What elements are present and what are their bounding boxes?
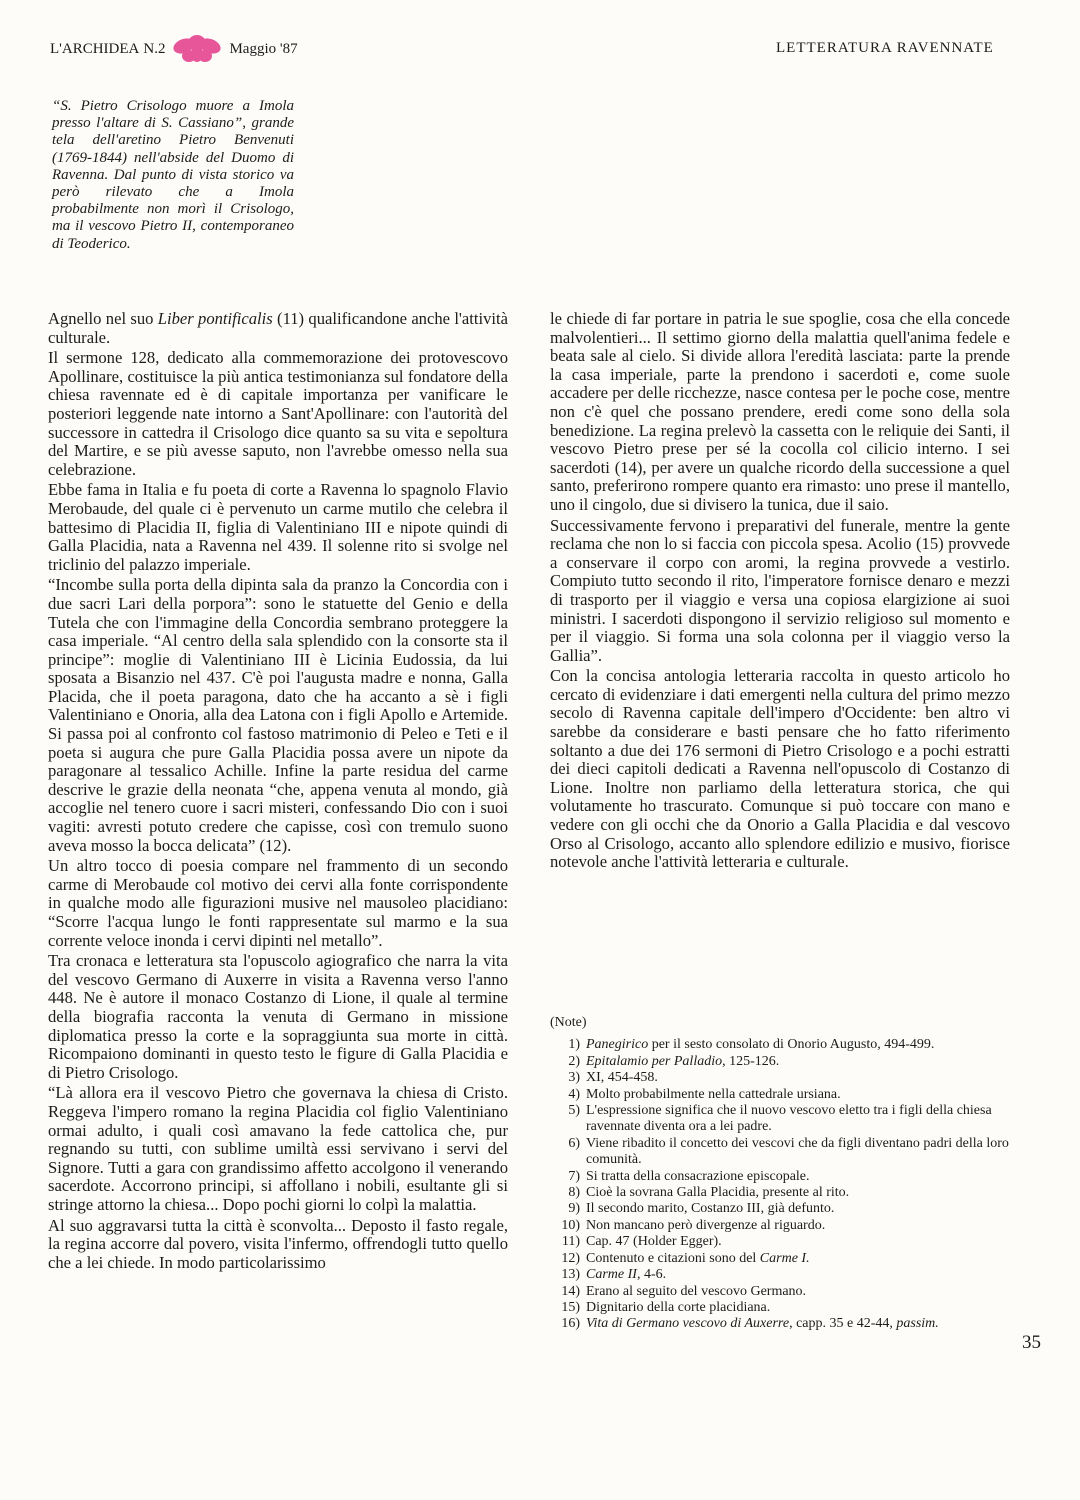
note-body: XI, 454-458.	[586, 1070, 658, 1086]
note-text	[586, 1087, 1020, 1103]
note-text	[586, 1103, 1020, 1136]
note-item	[550, 1136, 1020, 1169]
note-body: Contenuto e citazioni sono del	[586, 1250, 760, 1266]
section-title: LETTERATURA RAVENNATE	[776, 40, 994, 56]
note-text	[586, 1185, 1020, 1201]
note-body: Cioè la sovrana Galla Placidia, presente al rito.	[586, 1185, 850, 1201]
note-body: Molto probabilmente nella cattedrale ursiana.	[586, 1086, 841, 1102]
note-item	[550, 1185, 1020, 1201]
note-italic: passim.	[896, 1316, 939, 1332]
text-span: (11) qualificandone anche l'attività culturale.	[48, 309, 509, 347]
note-number: 14)	[561, 1283, 580, 1299]
note-number: 1)	[568, 1037, 580, 1053]
note-body: Il secondo marito, Costanzo III, già defunto.	[586, 1201, 835, 1217]
paragraph: Il sermone 128, dedicato alla commemorazione dei protovescovo Apollinare, costituisce la più antica testimonianza sul fondatore della chiesa ravennate ed è di capitale importanza per vanificare le posteriori leggende nate intorno a Sant'Apollinare: con l'autorità del successore in cattedra il Crisologo dice quanto sa su vita e sepoltura del Martire, e se più avesse saputo, non l'avrebbe omesso nella sua celebrazione.	[48, 348, 508, 479]
note-item	[550, 1251, 1020, 1267]
note-item	[550, 1169, 1020, 1185]
note-text	[586, 1201, 1020, 1217]
note-italic: Vita di Germano vescovo di Auxerre	[586, 1316, 790, 1332]
note-body: Viene ribadito il concetto dei vescovi che da figli diventano padri della loro comunità.	[586, 1135, 1009, 1168]
note-body: Si tratta della consacrazione episcopale.	[586, 1168, 810, 1184]
note-number: 3)	[568, 1070, 580, 1086]
note-item	[550, 1201, 1020, 1217]
note-number: 9)	[568, 1201, 580, 1217]
note-item	[550, 1037, 1020, 1053]
note-number: 7)	[568, 1168, 580, 1184]
note-number: 2)	[568, 1053, 580, 1069]
note-item	[550, 1234, 1020, 1250]
note-number: 15)	[561, 1299, 580, 1315]
note-text	[586, 1136, 1020, 1169]
note-item	[550, 1300, 1020, 1316]
note-text	[586, 1234, 1020, 1250]
note-text	[586, 1300, 1020, 1316]
note-body: L'espressione significa che il nuovo vescovo eletto tra i figli della chiesa ravennate diventa ora a lei padre.	[586, 1103, 992, 1135]
note-body: per il sesto consolato di Onorio Augusto, 494-499.	[648, 1037, 935, 1053]
note-item	[550, 1218, 1020, 1234]
note-number: 5)	[568, 1103, 580, 1119]
note-body: Dignitario della corte placidiana.	[586, 1299, 771, 1315]
paragraph: “Incombe sulla porta della dipinta sala da pranzo la Concordia con i due sacri Lari della porpora”: sono le statuette del Genio e della Tutela che con l'immagine della Concordia sembrano proteggere la casa imperiale. “Al centro della sala splendido con la consorte sta il principe”: moglie di Valentiniano III è Licinia Eudossia, da lui sposata a Bisanzio nel 437. C'è poi l'augusta madre e nonna, Galla Placida, che il poeta paragona, dato che ha accanto a sè i figli Valentiniano e Onoria, alla dea Latona con i figli Apollo e Artemide. Si passa poi al confronto col fastoso matrimonio di Peleo e Teti e il poeta si augura che pure Galla Placidia possa avere un nipote da paragonare al tessalico Achille. Infine la parte residua del carme descrive le grazie della neonata “che, appena venuta al mondo, già accoglie nel tenero cuore i sacri misteri, confessando Dio con i suoi vagiti: avresti potuto credere che capisse, così con tremulo suono aveva mosso la bocca delicata” (12).	[48, 575, 508, 855]
note-number: 13)	[561, 1267, 580, 1283]
note-text	[586, 1267, 1020, 1283]
paragraph	[48, 310, 508, 347]
paragraph: le chiede di far portare in patria le sue spoglie, cosa che ella concede malvolentieri... Il settimo giorno della malattia quell'anima fedele e beata sale al cielo. Si divide allora l'eredità lasciata: parte la prende la casa imperiale, parte la prendono i sacerdoti e, come suole accadere per delle ricchezze, nasce contesa per le poche cose, mentre non c'è quel che possano prendere, eredi come sono della sola benedizione. La regina prelevò la cassetta con le reliquie dei Santi, il vescovo Pietro prese per sé la cocolla col cilicio interno. I sei sacerdoti (14), per avere un qualche ricordo della successione a quel santo, preferirono rompere quanto era rimasto: uno prese il mantello, uno il cingolo, due si divisero la tunica, due il saio.	[550, 309, 1010, 514]
note-italic: Carme I.	[759, 1250, 810, 1266]
page-number: 35	[1022, 1332, 1041, 1353]
note-italic: Panegirico	[586, 1037, 649, 1053]
note-text	[586, 1169, 1020, 1185]
footnotes	[550, 1015, 1020, 1333]
paragraph: Ebbe fama in Italia e fu poeta di corte a Ravenna lo spagnolo Flavio Merobaude, del quale ci è pervenuto un carme mutilo che celebra il battesimo di Placidia II, figlia di Valentiniano III e nipote quindi di Galla Placidia, nata a Ravenna nel 439. Il solenne rito si svolge nel triclinio del palazzo imperiale.	[48, 480, 508, 574]
note-italic: Epitalamio per Palladio	[586, 1053, 723, 1069]
note-text	[586, 1316, 1020, 1332]
note-item	[550, 1070, 1020, 1086]
note-number: 8)	[568, 1185, 580, 1201]
note-number: 4)	[568, 1086, 580, 1102]
note-item	[550, 1054, 1020, 1070]
note-number: 16)	[561, 1316, 580, 1332]
note-text	[586, 1054, 1020, 1070]
note-body: , capp. 35 e 42-44,	[789, 1316, 897, 1332]
note-body: Cap. 47 (Holder Egger).	[586, 1234, 722, 1250]
paragraph: Al suo aggravarsi tutta la città è sconvolta... Deposto il fasto regale, la regina accorre dal povero, visita l'infermo, offrendogli tutto quello che a lei chiede. In modo particolarissimo	[48, 1215, 508, 1272]
note-text	[586, 1070, 1020, 1086]
paragraph: “Là allora era il vescovo Pietro che governava la chiesa di Cristo. Reggeva l'impero romano la regina Placidia col figlio Valentiniano ormai adulto, i quali così amavano la fede cattolica che, pur regnando su tutti, con sublime umiltà essi servivano i servi del Signore. Tutti a gara con grandissimo affetto accolgono il venerando sacerdote. Accorrono principi, si affollano i nobili, esultante gli si stringe attorno la chiesa... Dopo pochi giorni lo colpì la malattia.	[48, 1083, 508, 1214]
right-column	[550, 310, 1010, 874]
note-body: Erano al seguito del vescovo Germano.	[586, 1283, 807, 1299]
note-text	[586, 1037, 1020, 1053]
note-item	[550, 1267, 1020, 1283]
note-item	[550, 1284, 1020, 1300]
paragraph: Un altro tocco di poesia compare nel frammento di un secondo carme di Merobaude col motivo dei cervi alla fonte corrispondente in qualche modo alle figurazioni musive nel mausoleo placidiano: “Scorre l'acqua lungo le fonti rappresentate sul marmo e la sua corrente veloce inonda i cervi dipinti nel metallo”.	[48, 856, 508, 950]
image-caption: “S. Pietro Crisologo muore a Imola presso l'altare di S. Cassiano”, grande tela dell'aretino Pietro Benvenuti (1769-1844) nell'abside del Duomo di Ravenna. Dal punto di vista storico va però rilevato che a Imola probabilmente non morì il Crisologo, ma il vescovo Pietro II, contemporaneo di Teoderico.	[52, 98, 294, 252]
paragraph: Tra cronaca e letteratura sta l'opuscolo agiografico che narra la vita del vescovo Germano di Auxerre in visita a Ravenna verso l'anno 448. Ne è autore il monaco Costanzo di Lione, il quale al termine della biografia racconta la venuta di Germano in missione diplomatica presso la corte e la sopraggiunta sua morte in città. Ricompaiono dominanti in questo testo le figure di Galla Placidia e di Pietro Crisologo.	[48, 951, 508, 1082]
note-number: 11)	[561, 1234, 580, 1250]
note-number: 6)	[568, 1135, 580, 1151]
paragraph: Con la concisa antologia letteraria raccolta in questo articolo ho cercato di evidenziare i dati emergenti nella cultura del primo mezzo secolo di Ravenna capitale dell'impero d'Occidente: ben altro vi sarebbe da considerare e basti pensare che ho fatto riferimento soltanto a due dei 176 sermoni di Pietro Crisologo e a pochi estratti dei dieci capitoli dedicati a Ravenna nell'opuscolo di Costanzo di Lione. Inoltre non parliamo della letteratura storica, che qui volutamente ho trascurato. Comunque si può toccare con mano e vedere con gli occhi che da Onorio a Galla Placidia e dal vescovo Orso al Crisologo, accanto allo splendore edilizio e musivo, fiorisce notevole anche l'attività letteraria e culturale.	[550, 666, 1010, 872]
magazine-header	[50, 34, 298, 64]
note-item	[550, 1087, 1020, 1103]
left-column	[48, 310, 508, 1274]
note-number: 10)	[561, 1217, 580, 1233]
note-body: , 125-126.	[722, 1053, 780, 1069]
paragraph: Successivamente fervono i preparativi del funerale, mentre la gente reclama che non lo si faccia con piccola spesa. Acolio (15) provvede a conservare il corpo con aromi, la regina provvede a vestirlo. Compiuto tutto secondo il rito, l'imperatore fornisce denaro e mezzi di trasporto per il viaggio e versa una copiosa elargizione ai suoi ministri. I sacerdoti dispongono il servizio religioso sul momento e per il viaggio. Si forma una sola colonna per il viaggio verso la Gallia”.	[550, 515, 1010, 665]
note-text	[586, 1218, 1020, 1234]
issue-number: N.2	[143, 40, 166, 57]
note-text	[586, 1284, 1020, 1300]
text-span: Agnello nel suo	[48, 309, 158, 328]
note-body: , 4-6.	[636, 1267, 667, 1283]
orchid-logo-icon	[171, 34, 223, 64]
note-body: Non mancano però divergenze al riguardo.	[586, 1217, 826, 1233]
note-list	[550, 1037, 1020, 1332]
note-text	[586, 1251, 1020, 1267]
magazine-title: L'ARCHIDEA	[50, 40, 140, 57]
note-number: 12)	[561, 1250, 580, 1266]
notes-title: (Note)	[550, 1015, 587, 1030]
issue-date: Maggio '87	[229, 40, 298, 57]
book-title: Liber pontificalis	[157, 309, 273, 328]
note-item	[550, 1103, 1020, 1136]
note-italic: Carme II	[586, 1267, 637, 1283]
note-item	[550, 1316, 1020, 1332]
